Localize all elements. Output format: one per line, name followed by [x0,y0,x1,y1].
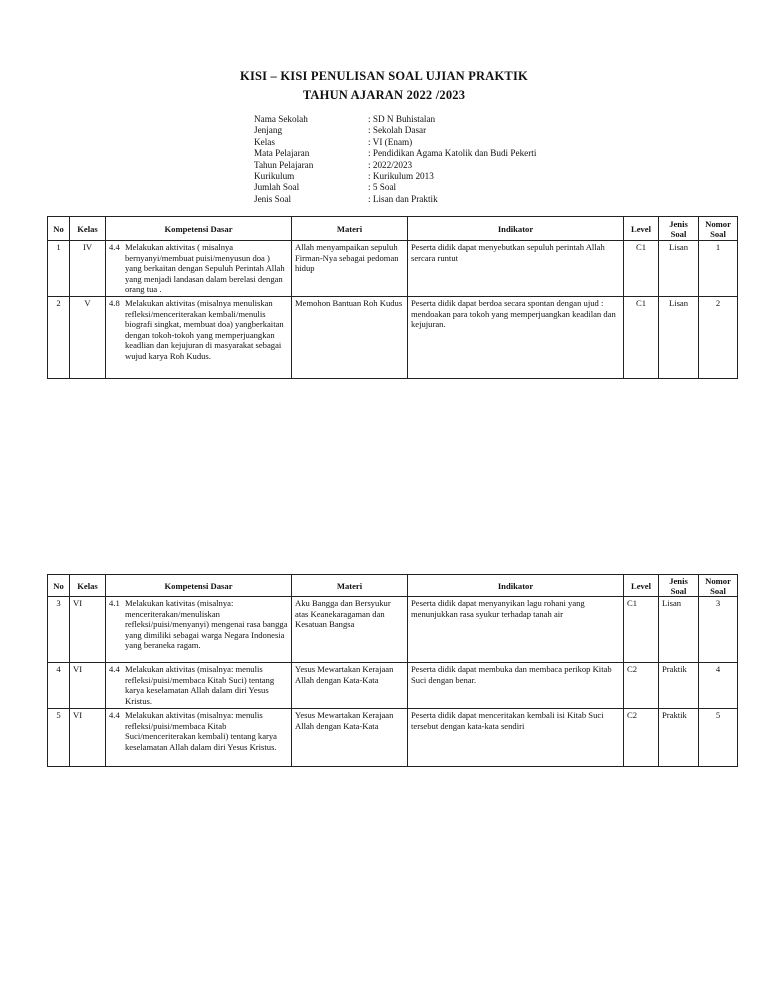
info-value: : 5 Soal [368,182,397,193]
info-row-nama-sekolah [254,114,536,125]
info-label: Tahun Pelajaran [254,159,314,170]
info-value: : Kurikulum 2013 [368,171,434,182]
info-value: : SD N Buhistalan [368,114,436,124]
info-value: : Pendidikan Agama Katolik dan Budi Pekerti [368,148,537,159]
cell-no: 1 [48,241,70,297]
info-value: : Sekolah Dasar [368,125,427,136]
info-label: Jenis Soal [254,193,292,204]
table-header-row [48,217,738,241]
info-label: Jumlah Soal [254,182,300,193]
table-row [48,709,738,767]
header-kompetensi-dasar: Kompetensi Dasar [106,217,292,241]
cell-jenis-soal: Praktik [659,663,699,709]
kd-text: Melakukan aktivitas (misalnya: menulis refleksi/puisi/membaca Kitab Suci/menceriterakan kembali) tentang karya keselamatan Allah dalam diri Yesus Kristus. [125,710,277,752]
info-row-jenjang [254,125,536,136]
info-row-mata-pelajaran [254,148,536,159]
cell-indikator: Peserta didik dapat menyebutkan sepuluh perintah Allah sercara runtut [408,241,624,297]
kisi-table-1 [47,216,738,379]
kd-text: Melakukan kativitas (misalnya: menceriterakan/menuliskan refleksi/puisi/menyanyi) mengenai rasa bangga yang dimiliki sebagai warga Negara Indonesia yang beraneka ragam. [125,598,288,651]
info-value: : VI (Enam) [368,136,413,147]
table-header-row [48,575,738,597]
cell-indikator: Peserta didik dapat menyanyikan lagu rohani yang menunjukkan rasa syukur terhadap tanah air [408,597,624,663]
header-jenis-soal: Jenis Soal [659,575,699,597]
header-nomor-soal: Nomor Soal [699,217,738,241]
info-label: Jenjang [254,125,283,136]
cell-kompetensi-dasar [106,663,292,709]
info-label: Nama Sekolah [254,114,308,124]
cell-nomor-soal: 5 [699,709,738,767]
cell-kompetensi-dasar [106,597,292,663]
header-materi: Materi [292,575,408,597]
cell-kelas: VI [70,597,106,663]
document-subtitle: TAHUN AJARAN 2022 /2023 [302,88,466,102]
header-no: No [48,575,70,597]
cell-jenis-soal: Lisan [659,297,699,379]
header-indikator: Indikator [408,217,624,241]
table-row [48,241,738,297]
table-row [48,663,738,709]
cell-materi: Yesus Mewartakan Kerajaan Allah dengan Kata-Kata [292,663,408,709]
info-row-kelas [254,137,536,148]
info-row-kurikulum [254,171,536,182]
header-kelas: Kelas [70,217,106,241]
cell-kelas: IV [70,241,106,297]
table-row [48,297,738,379]
cell-nomor-soal: 3 [699,597,738,663]
cell-level: C1 [624,597,659,663]
cell-kelas: V [70,297,106,379]
info-label: Kurikulum [254,171,295,182]
cell-no: 5 [48,709,70,767]
cell-kompetensi-dasar [106,297,292,379]
info-row-jenis-soal [254,194,536,205]
header-kompetensi-dasar: Kompetensi Dasar [106,575,292,597]
header-nomor-soal: Nomor Soal [699,575,738,597]
cell-materi: Aku Bangga dan Bersyukur atas Keanekaragaman dan Kesatuan Bangsa [292,597,408,663]
cell-level: C1 [624,241,659,297]
cell-level: C1 [624,297,659,379]
cell-nomor-soal: 1 [699,241,738,297]
kd-text: Melakukan aktivitas ( misalnya bernyanyi/membuat puisi/menyusun doa ) yang berkaitan dengan Sepuluh Perintah Allah yang menjadi landasan dalam berelasi dengan orang tua . [125,242,285,295]
header-level: Level [624,575,659,597]
table-row [48,597,738,663]
cell-indikator: Peserta didik dapat berdoa secara spontan dengan ujud : mendoakan para tokoh yang memperjuangkan keadilan dan kejujuran. [408,297,624,379]
cell-kelas: VI [70,709,106,767]
cell-indikator: Peserta didik dapat menceritakan kembali isi Kitab Suci tersebut dengan kata-kata sendiri [408,709,624,767]
header-kelas: Kelas [70,575,106,597]
kd-number: 4.8 [109,298,120,308]
cell-materi: Memohon Bantuan Roh Kudus [292,297,408,379]
cell-level: C2 [624,663,659,709]
cell-kompetensi-dasar [106,709,292,767]
cell-no: 2 [48,297,70,379]
cell-level: C2 [624,709,659,767]
kd-text: Melakukan aktivitas (misalnya: menulis refleksi/puisi/membaca Kitab Suci) tentang karya keselamatan Allah dalam diri Yesus Kristus. [125,664,275,706]
cell-no: 3 [48,597,70,663]
info-value: : 2022/2023 [368,159,413,170]
cell-nomor-soal: 2 [699,297,738,379]
cell-no: 4 [48,663,70,709]
kd-text: Melakukan aktivitas (misalnya menuliskan refleksi/menceriterakan kembali/menulis biografi singkat, membuat doa) yangberkaitan dengan tokoh-tokoh yang memperjuangkan keadlian dan kejujuran di masyarakat sebagai wujud karya Roh Kudus. [125,298,284,361]
header-jenis-soal: Jenis Soal [659,217,699,241]
info-row-jumlah-soal [254,182,536,193]
kd-number: 4.1 [109,598,120,608]
header-materi: Materi [292,217,408,241]
info-label: Kelas [254,136,275,147]
school-info-block [254,114,536,205]
info-label: Mata Pelajaran [254,148,310,159]
kd-number: 4.4 [109,664,120,674]
cell-materi: Yesus Mewartakan Kerajaan Allah dengan Kata-Kata [292,709,408,767]
kisi-table-2 [47,574,738,767]
cell-kelas: VI [70,663,106,709]
document-title: KISI – KISI PENULISAN SOAL UJIAN PRAKTIK [240,69,528,83]
cell-jenis-soal: Praktik [659,709,699,767]
cell-kompetensi-dasar [106,241,292,297]
cell-materi: Allah menyampaikan sepuluh Firman-Nya sebagai pedoman hidup [292,241,408,297]
header-no: No [48,217,70,241]
kd-number: 4.4 [109,710,120,720]
cell-nomor-soal: 4 [699,663,738,709]
cell-jenis-soal: Lisan [659,241,699,297]
cell-indikator: Peserta didik dapat membuka dan membaca perikop Kitab Suci dengan benar. [408,663,624,709]
header-level: Level [624,217,659,241]
header-indikator: Indikator [408,575,624,597]
cell-jenis-soal: Lisan [659,597,699,663]
kd-number: 4.4 [109,242,120,252]
info-row-tahun-pelajaran [254,160,536,171]
info-value: : Lisan dan Praktik [368,193,438,204]
